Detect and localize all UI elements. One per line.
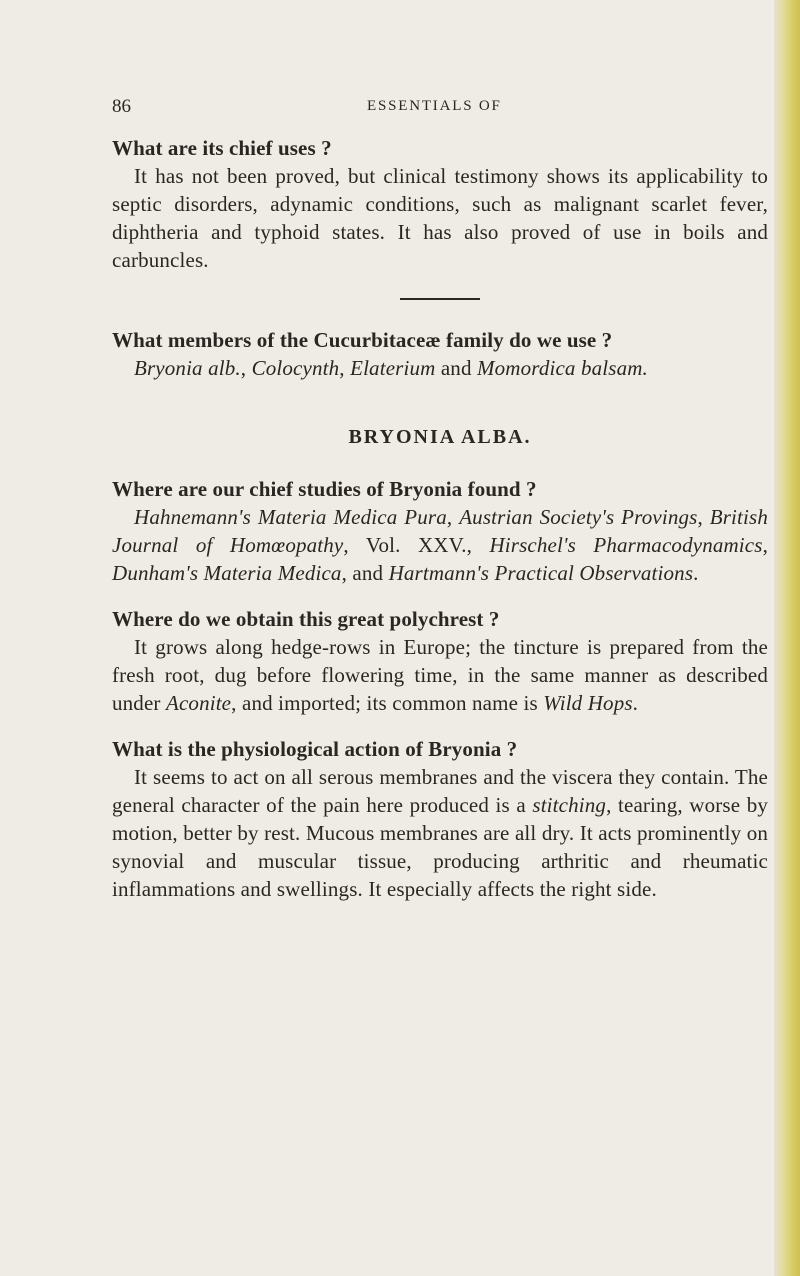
remedy-colocynth: Colocynth [251,356,340,380]
answer-cucurbitaceae: Bryonia alb., Colocynth, Elaterium and Momordica balsam. [134,356,648,380]
remedy-elaterium: Elaterium [350,356,436,380]
source-dunham: Dunham's Materia Medica [112,561,342,585]
question-physiological-action: What is the physiological action of Bryonia ? [112,737,518,761]
source-hartmann: Hartmann's Practical Observations [388,561,694,585]
page-number: 86 [112,96,131,117]
section-heading: BRYONIA ALBA. [348,426,532,448]
answer-chief-uses: It has not been proved, but clinical testimony shows its applicability to septic disorders, adynamic conditions, such as malignant scarlet fever, diphtheria and typhoid states. It has also proved of use in boils and carbuncles. [112,164,768,272]
answer-chief-studies: Hahnemann's Materia Medica Pura, Austrian Society's Provings, British Journal of Homœopathy, Vol. XXV., Hirschel's Pharmacodynamics, Dunham's Materia Medica, and Hartmann's Practical Observations. [112,505,768,585]
question-cucurbitaceae: What members of the Cucurbitaceæ family do we use ? [112,328,613,352]
question-obtain-polychrest: Where do we obtain this great polychrest ? [112,607,500,631]
remedy-aconite: Aconite [165,691,232,715]
book-page [112,96,768,903]
source-hirschel: Hirschel's Pharmacodynamics [489,533,763,557]
running-head-title: ESSENTIALS OF [367,98,502,114]
remedy-momordica: Momordica balsam. [477,356,648,380]
common-name-wild-hops: Wild Hops [543,691,633,715]
section-divider [400,298,480,300]
answer-physiological-action: It seems to act on all serous membranes and the viscera they contain. The general character of the pain here produced is a stitching, tearing, worse by motion, better by rest. Mucous membranes are all dry. It acts prominently on synovial and muscular tissue, producing arthritic and rheumatic inflammations and swellings. It especially affects the right side. [112,765,769,901]
source-hahnemann: Hahnemann's Materia Medica Pura [134,505,447,529]
question-chief-studies: Where are our chief studies of Bryonia found ? [112,477,537,501]
source-austrian-society: Austrian Society's Provings [459,505,698,529]
remedy-bryonia: Bryonia alb. [134,356,241,380]
running-head [112,96,768,122]
answer-obtain-polychrest: It grows along hedge-rows in Europe; the tincture is prepared from the fresh root, dug before flowering time, in the same manner as described under Aconite, and imported; its common name is Wild Hops. [112,635,768,715]
pain-stitching: stitching [532,793,607,817]
question-chief-uses: What are its chief uses ? [112,136,332,160]
source-british-journal: British Journal of Homœopathy [112,505,768,557]
page-edge [774,0,800,1276]
